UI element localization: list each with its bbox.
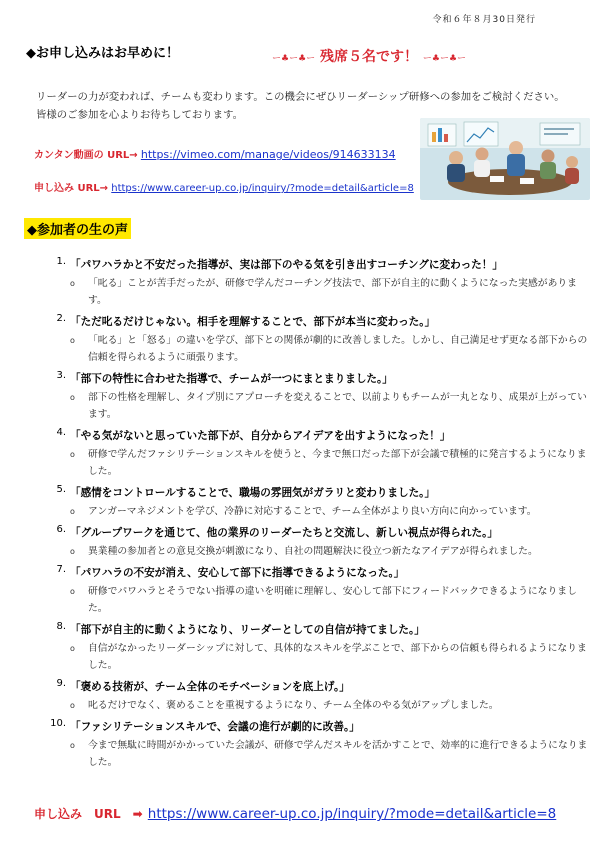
testimonial-headline: 「やる気がないと思っていた部下が、自分からアイデアを出すようになった！」 <box>70 430 451 442</box>
testimonial-comment: o 自信がなかったリーダーシップに対して、具体的なスキルを学ぶことで、部下からの信頼も得られるようになりました。 <box>70 640 594 674</box>
testimonial-number: 10. <box>50 718 66 729</box>
testimonial-comment: o 研修で学んだファシリテーションスキルを使うと、今まで無口だった部下が会議で積極的に発言するようになりました。 <box>70 446 594 480</box>
issue-date: 令和６年８月30日発行 <box>432 15 536 25</box>
testimonial-headline: 「ただ叱るだけじゃない。相手を理解することで、部下が本当に変わった。」 <box>70 316 436 328</box>
testimonial-headline: 「グループワークを通じて、他の業界のリーダーたちと交流し、新しい視点が得られた。」 <box>70 527 498 539</box>
testimonial-item <box>46 621 594 674</box>
intro-line-1: リーダーの力が変われば、チームも変わります。この機会にぜひリーダーシップ研修への参加をご検討ください。 <box>36 91 565 103</box>
testimonial-number: 3. <box>56 370 66 381</box>
testimonial-headline: 「パワハラの不安が消え、安心して部下に指導できるようになった。」 <box>70 567 405 579</box>
banner-decoration-right: ー♣ー♣ー <box>422 54 467 64</box>
video-url-label: カンタン動画の URL→ <box>34 150 138 161</box>
testimonial-list <box>46 256 594 775</box>
testimonial-comment: o 異業種の参加者との意見交換が刺激になり、自社の問題解決に役立つ新たなアイデアが得られました。 <box>70 543 594 560</box>
testimonial-comment: o 叱るだけでなく、褒めることを重視するようになり、チーム全体のやる気がアップしました。 <box>70 697 594 714</box>
apply-url-line <box>34 179 414 194</box>
testimonial-headline: 「パワハラかと不安だった指導が、実は部下のやる気を引き出すコーチングに変わった！」 <box>70 259 503 271</box>
testimonial-comment: o 研修でパワハラとそうでない指導の違いを明確に理解し、安心して部下にフィードバックできるようになりました。 <box>70 583 594 617</box>
testimonial-comment: o 「叱る」と「怒る」の違いを学び、部下との関係が劇的に改善しました。しかし、自己満足せず更なる部下からの信頼を得られるように頑張ります。 <box>70 332 594 366</box>
testimonial-headline: 「感情をコントロールすることで、職場の雰囲気がガラリと変わりました。」 <box>70 487 436 499</box>
testimonial-item <box>46 564 594 617</box>
testimonial-headline: 「褒める技術が、チーム全体のモチベーションを底上げ。」 <box>70 681 350 693</box>
testimonial-item <box>46 718 594 771</box>
footer-apply-link[interactable]: https://www.career-up.co.jp/inquiry/?mode=detail&article=8 <box>147 806 557 822</box>
testimonial-headline: 「ファシリテーションスキルで、会議の進行が劇的に改善。」 <box>70 721 360 733</box>
seats-remaining-banner <box>272 46 466 66</box>
testimonial-item <box>46 256 594 309</box>
video-url-line <box>34 146 396 161</box>
banner-decoration-left: ー♣ー♣ー <box>272 54 316 64</box>
apply-url-link[interactable]: https://www.career-up.co.jp/inquiry/?mode=detail&article=8 <box>111 183 414 194</box>
footer-apply-label: 申し込み URL ➡ <box>34 807 143 821</box>
testimonial-number: 8. <box>56 621 66 632</box>
testimonial-comment: o 「叱る」ことが苦手だったが、研修で学んだコーチング技法で、部下が自主的に動くようになった実感があります。 <box>70 275 594 309</box>
testimonial-number: 1. <box>56 256 66 267</box>
testimonial-number: 6. <box>56 524 66 535</box>
section-title-voices: ◆参加者の生の声 <box>24 218 131 239</box>
video-url-link[interactable]: https://vimeo.com/manage/videos/914633134 <box>140 148 396 161</box>
meeting-photo <box>420 118 590 200</box>
intro-line-2: 皆様のご参加を心よりお待ちしております。 <box>36 109 243 121</box>
testimonial-item <box>46 427 594 480</box>
testimonial-headline: 「部下の特性に合わせた指導で、チームが一つにまとまりました。」 <box>70 373 393 385</box>
testimonial-item <box>46 484 594 520</box>
testimonial-item <box>46 678 594 714</box>
testimonial-item <box>46 524 594 560</box>
testimonial-item <box>46 370 594 423</box>
testimonial-comment: o アンガーマネジメントを学び、冷静に対応することで、チーム全体がより良い方向に向かっています。 <box>70 503 594 520</box>
testimonial-number: 7. <box>56 564 66 575</box>
testimonial-comment: o 今まで無駄に時間がかかっていた会議が、研修で学んだスキルを活かすことで、効率的に進行できるようになりました。 <box>70 737 594 771</box>
testimonial-comment: o 部下の性格を理解し、タイプ別にアプローチを変えることで、以前よりもチームが一丸となり、成果が上がっています。 <box>70 389 594 423</box>
testimonial-number: 4. <box>56 427 66 438</box>
testimonial-number: 2. <box>56 313 66 324</box>
testimonial-number: 5. <box>56 484 66 495</box>
section-title-apply: ◆お申し込みはお早めに！ <box>26 46 179 61</box>
testimonial-item <box>46 313 594 366</box>
banner-text: 残席５名です！ <box>320 49 419 65</box>
testimonial-number: 9. <box>56 678 66 689</box>
apply-url-label: 申し込み URL→ <box>34 183 109 194</box>
testimonial-headline: 「部下が自主的に動くようになり、リーダーとしての自信が持てました。」 <box>70 624 425 636</box>
footer-apply-line <box>34 803 556 822</box>
